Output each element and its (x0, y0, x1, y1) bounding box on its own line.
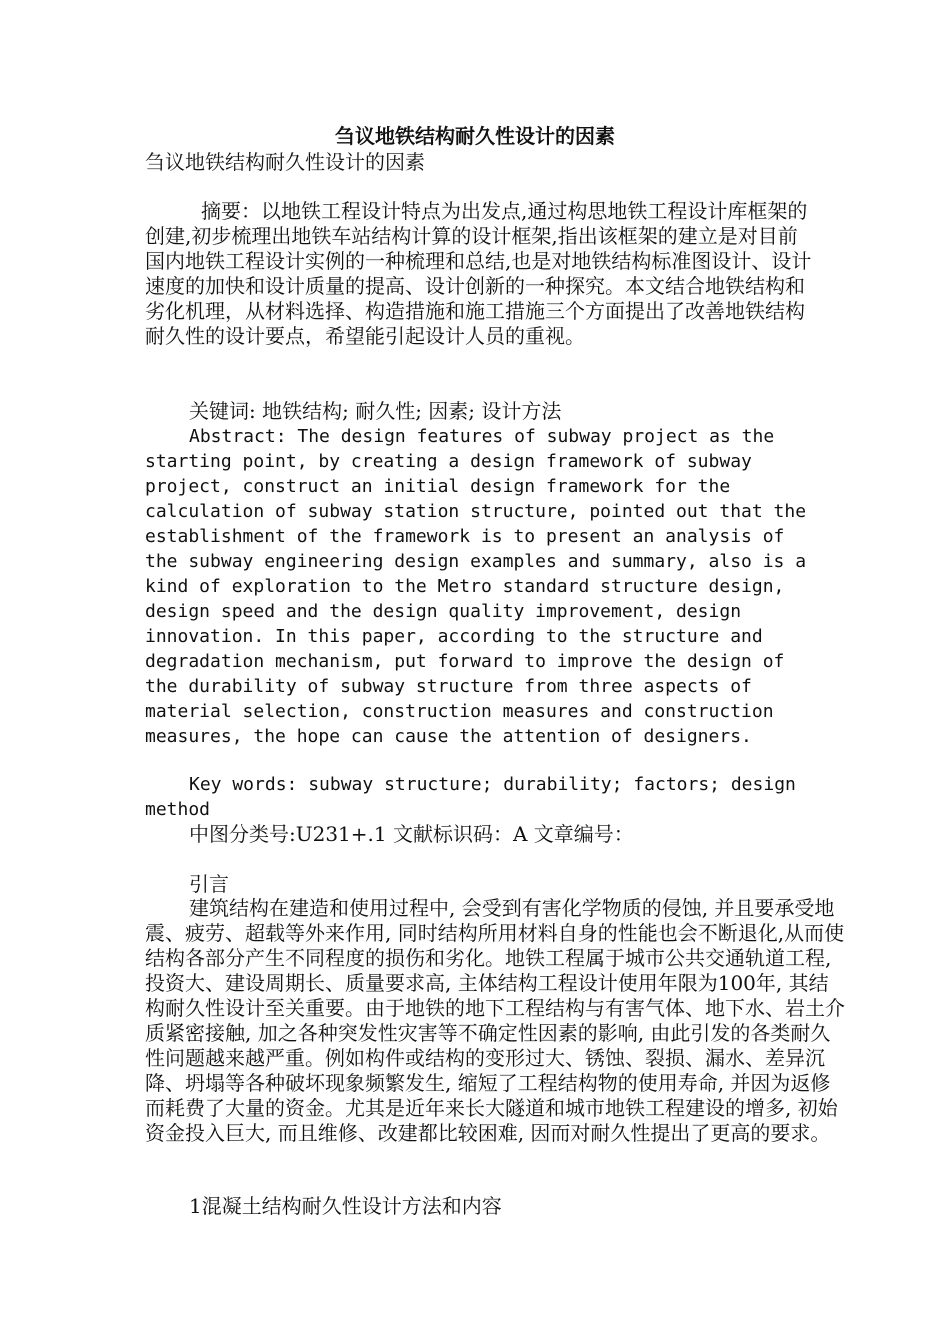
abstract-zh: 摘要：以地铁工程设计特点为出发点,通过构思地铁工程设计库框架的创建,初步梳理出地铁车站结构计算的设计框架,指出该框架的建立是对目前国内地铁工程设计实例的一种梳理和总结,也是对地铁结构标准图设计、设计速度的加快和设计质量的提高、设计创新的一种探究。本文结合地铁结构和劣化机理，从材料选择、构造措施和施工措施三个方面提出了改善地铁结构耐久性的设计要点，希望能引起设计人员的重视。 (145, 199, 812, 348)
document-title: 刍议地铁结构耐久性设计的因素 (335, 124, 615, 148)
classification-line: 中图分类号:U231+.1 文献标识码：A 文章编号： (189, 822, 634, 846)
keywords-en: Key words: subway structure; durability; factors; design method (145, 774, 796, 820)
intro-heading: 引言 (189, 872, 229, 896)
document-subtitle: 刍议地铁结构耐久性设计的因素 (145, 150, 425, 174)
keywords-zh: 关键词: 地铁结构; 耐久性; 因素; 设计方法 (189, 399, 562, 423)
intro-body: 建筑结构在建造和使用过程中, 会受到有害化学物质的侵蚀, 并且要承受地震、疲劳、超载等外来作用, 同时结构所用材料自身的性能也会不断退化,从而使结构各部分产生不同程度的损伤和劣化。地铁工程属于城市公共交通轨道工程, 投资大、建设周期长、质量要求高, 主体结构工程设计使用年限为100年, 其结构耐久性设计至关重要。由于地铁的地下工程结构与有害气体、地下水、岩土介质紧密接触, 加之各种突发性灾害等不确定性因素的影响, 由此引发的各类耐久性问题越来越严重。例如构件或结构的变形过大、锈蚀、裂损、漏水、差异沉降、坍塌等各种破坏现象频繁发生, 缩短了工程结构物的使用寿命, 并因为返修而耗费了大量的资金。尤其是近年来长大隧道和城市地铁工程建设的增多, 初始资金投入巨大, 而且维修、改建都比较困难, 因而对耐久性提出了更高的要求。 (145, 896, 845, 1145)
abstract-en: Abstract: The design features of subway project as the starting point, by creating a design framework of subway project, construct an initial design framework for the calculation of subway station structure, pointed out that the establishment of the framework is to present an analysis of the subway engineering design examples and summary, also is a kind of exploration to the Metro standard structure design, design speed and the design quality improvement, design innovation. In this paper, according to the structure and degradation mechanism, put forward to improve the design of the durability of subway structure from three aspects of material selection, construction measures and construction measures, the hope can cause the attention of designers. (145, 426, 807, 747)
section-1-heading: 1混凝土结构耐久性设计方法和内容 (189, 1194, 502, 1218)
